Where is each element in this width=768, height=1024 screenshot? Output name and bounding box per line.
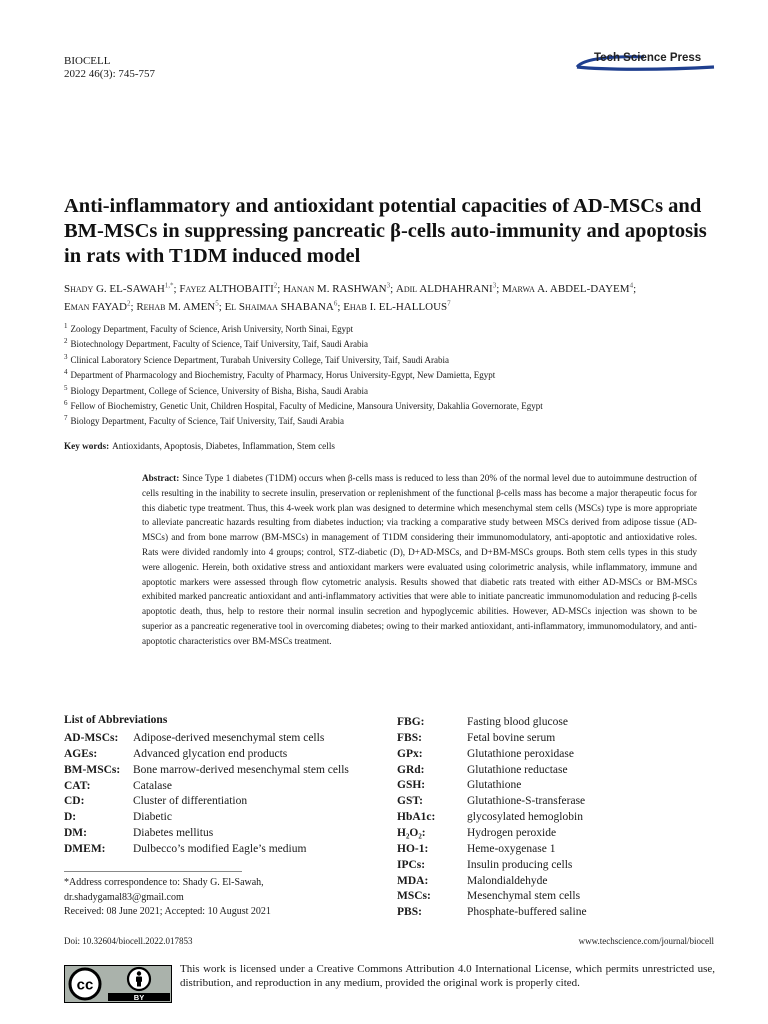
author-name: Marwa A. ABDEL-DAYEM$^4$; [502, 281, 637, 295]
abbreviation-definition: Mesenchymal stem cells [467, 890, 581, 903]
abbreviation-term: IPCs: [397, 858, 426, 871]
author-name: Ehab I. EL-HALLOUS$^7$ [343, 299, 451, 313]
footnote-divider [64, 871, 242, 872]
journal-issue: 2022 46(3): 745-757 [64, 68, 156, 80]
affiliation-item: $^6$ Fellow of Biochemistry, Genetic Unit, Children Hospital, Faculty of Medicine, Mansoura University, Dakahlia Governorate, Egypt [64, 399, 543, 412]
affiliation-marker: 5 [215, 299, 219, 308]
abbreviation-definition: glycosylated hemoglobin [467, 811, 583, 824]
abbreviation-term: D: [64, 811, 77, 824]
affiliation-list [64, 322, 724, 430]
abbreviation-definition: Catalase [133, 779, 172, 792]
license-statement: This work is licensed under a Creative Commons Attribution 4.0 International License, which permits unrestricted use, distribution, and reproduction in any medium, provided the original work is properly cited. [180, 963, 715, 989]
abbreviation-term: FBS: [397, 731, 422, 744]
abbreviation-definition: Phosphate-buffered saline [467, 906, 587, 919]
doi-link[interactable]: Doi: 10.32604/biocell.2022.017853 [64, 936, 193, 946]
affiliation-item: $^7$ Biology Department, Faculty of Science, Taif University, Taif, Saudi Arabia [64, 414, 345, 427]
keywords-label: Key words: [64, 441, 110, 451]
journal-name: BIOCELL [64, 55, 111, 67]
article-title: Anti-inflammatory and antioxidant potential capacities of AD-MSCs and BM-MSCs in suppressing pancreatic β-cells auto-immunity and apoptosis in rats with T1DM induced model [64, 195, 707, 267]
received-accepted-dates: Received: 08 June 2021; Accepted: 10 August 2021 [64, 906, 271, 917]
abbreviation-definition: Malondialdehyde [467, 874, 548, 887]
abbreviation-definition: Advanced glycation end products [133, 747, 288, 760]
creative-commons-cc-icon [70, 969, 100, 999]
abbreviation-term: HO-1: [397, 842, 429, 855]
abbreviation-definition: Glutathione reductase [467, 763, 568, 776]
abbreviation-definition: Insulin producing cells [467, 858, 573, 871]
abbreviation-definition: Fasting blood glucose [467, 716, 568, 728]
affiliation-item: $^4$ Department of Pharmacology and Biochemistry, Faculty of Pharmacy, Horus University-Egypt, New Damietta, Egypt [64, 368, 496, 381]
affiliation-marker: 4 [629, 281, 634, 290]
abbreviation-definition: Diabetic [133, 811, 172, 824]
cc-by-license-badge[interactable] [64, 965, 172, 1003]
abbreviation-term: BM-MSCs: [64, 763, 121, 776]
author-list [64, 280, 729, 316]
abbreviation-term: AD-MSCs: [64, 732, 119, 744]
abbreviation-definition: Fetal bovine serum [467, 731, 556, 744]
abbreviation-definition: Dulbecco’s modified Eagle’s medium [133, 842, 307, 855]
abbreviation-definition: Hydrogen peroxide [467, 826, 557, 839]
affiliation-item: $^3$ Clinical Laboratory Science Department, Turabah University College, Taif University, Taif, Saudi Arabia [64, 352, 449, 365]
abbreviation-term: HbA1c: [397, 811, 436, 824]
abbreviation-definition: Glutathione peroxidase [467, 747, 574, 760]
affiliation-item: $^1$ Zoology Department, Faculty of Science, Arish University, North Sinai, Egypt [64, 322, 354, 334]
journal-website-link[interactable]: www.techscience.com/journal/biocell [578, 936, 714, 946]
author-name: Hanan M. RASHWAN$^3$; [283, 281, 396, 295]
abbreviation-definition: Bone marrow-derived mesenchymal stem cells [133, 763, 349, 776]
publisher-logo [574, 50, 724, 74]
abbreviation-definition: Cluster of differentiation [133, 795, 248, 808]
abstract-text: Since Type 1 diabetes (T1DM) occurs when β-cells mass is reduced to less than 20% of the normal level due to autoimmune destruction of cells resulting in the inability to secrete insulin, preservation or replenishment of the functional β-cells mass has become a major therapeutic focus for this diabetic type treatment. Thus, this 4-week work plan was designed to determine which mesenchymal stem cells (MSCs) type is more appropriate to alleviate pancreatic hazards resulting from diabetes induction; via tracking a comparative study between MSCs derived from adipose tissue (AD-MSCs) and from bone marrow (BM-MSCs) in management of T1DM considering their immunomodulatory, anti-apoptotic and antioxidative roles. Rats were divided randomly into 4 groups; control, STZ-diabetic (D), D+AD-MSCs, and D+BM-MSCs groups. Both stem cells types in this study were allogenic. Herein, both oxidative stress and antioxidant markers were evaluated using colorimetric analysis, while inflammatory, immune and apoptotic markers were assessed through flow cytometric analysis. Results showed that diabetic rats treated with either AD-MSCs or BM-MSCs exhibited marked pancreatic antioxidant and anti-inflammatory activities that were able to initiate pancreatic immunomodulation and reducing β-cells apoptotic death, thus, help to restore their normal insulin secretion and hypoglycemic abilities. However, AD-MSCs injection was shown to be superior as a pancreatic regenerative tool in overcoming diabetes; owing to their marked antioxidant, anti-inflammatory, immunomodulatory, and anti-apoptotic characteristics over BM-MSCs treatment. [142, 473, 697, 646]
correspondence-email[interactable]: dr.shadygamal83@gmail.com [64, 891, 184, 903]
publisher-name: Tech Science Press [594, 52, 702, 64]
abbreviations-title: List of Abbreviations [64, 714, 168, 726]
attribution-person-icon [128, 968, 150, 990]
keywords-text: Antioxidants, Apoptosis, Diabetes, Inflammation, Stem cells [112, 441, 335, 451]
abstract [142, 471, 697, 649]
abbreviation-term: PBS: [397, 906, 422, 919]
abbreviation-definition: Heme-oxygenase 1 [467, 842, 556, 855]
abbreviation-term: DMEM: [64, 842, 106, 855]
author-name: Eman FAYAD$^2$; [64, 299, 137, 313]
affiliation-marker: 3 [492, 281, 497, 290]
abbreviation-term: GPx: [397, 747, 423, 760]
author-name: Adil ALDHAHRANI$^3$; [395, 281, 502, 295]
abbreviation-term: GST: [397, 795, 423, 808]
correspondence-footnote [64, 876, 271, 920]
correspondence-address: *Address correspondence to: Shady G. El-Sawah, [64, 877, 264, 888]
affiliation-marker: 1,* [164, 281, 174, 290]
svg-text:cc: cc [76, 976, 94, 994]
abstract-label: Abstract: [142, 473, 180, 483]
affiliation-marker: 2 [127, 299, 131, 308]
abbreviation-term: MDA: [397, 874, 429, 887]
abbreviation-term: CD: [64, 795, 85, 808]
abbreviation-term: GRd: [397, 763, 425, 776]
abbreviation-term: H₂O₂: [397, 826, 426, 839]
abbreviation-term: GSH: [397, 779, 426, 792]
abbreviation-definition: Diabetes mellitus [133, 827, 214, 840]
author-name: Rehab M. AMEN$^5$; [136, 299, 225, 313]
cc-by-label: BY [133, 993, 145, 1002]
abbreviation-term: AGEs: [64, 747, 98, 760]
abbreviation-definition: Adipose-derived mesenchymal stem cells [133, 732, 325, 744]
author-name: El Shaimaa SHABANA$^6$; [224, 299, 344, 313]
affiliation-marker: 2 [273, 281, 278, 290]
abbreviation-definition: Glutathione-S-transferase [467, 795, 586, 808]
abbreviation-term: FBG: [397, 716, 425, 728]
affiliation-marker: 7 [447, 299, 451, 308]
abbreviation-term: CAT: [64, 779, 91, 792]
abbreviations-left-column [64, 730, 384, 860]
abbreviations-right-column [397, 714, 727, 924]
affiliation-marker: 6 [333, 299, 338, 308]
abbreviation-term: DM: [64, 827, 87, 840]
author-name: Shady G. EL-SAWAH$^{1,*}$; [64, 281, 180, 295]
author-name: Fayez ALTHOBAITI$^2$; [179, 281, 284, 295]
affiliation-item: $^5$ Biology Department, College of Science, University of Bisha, Bisha, Saudi Arabia [64, 383, 368, 396]
affiliation-item: $^2$ Biotechnology Department, Faculty of Science, Taif University, Taif, Saudi Arabia [64, 337, 369, 350]
keywords [64, 441, 335, 451]
journal-citation [64, 55, 155, 81]
abbreviation-definition: Glutathione [467, 779, 522, 792]
abbreviation-term: MSCs: [397, 890, 431, 903]
affiliation-marker: 3 [386, 281, 391, 290]
